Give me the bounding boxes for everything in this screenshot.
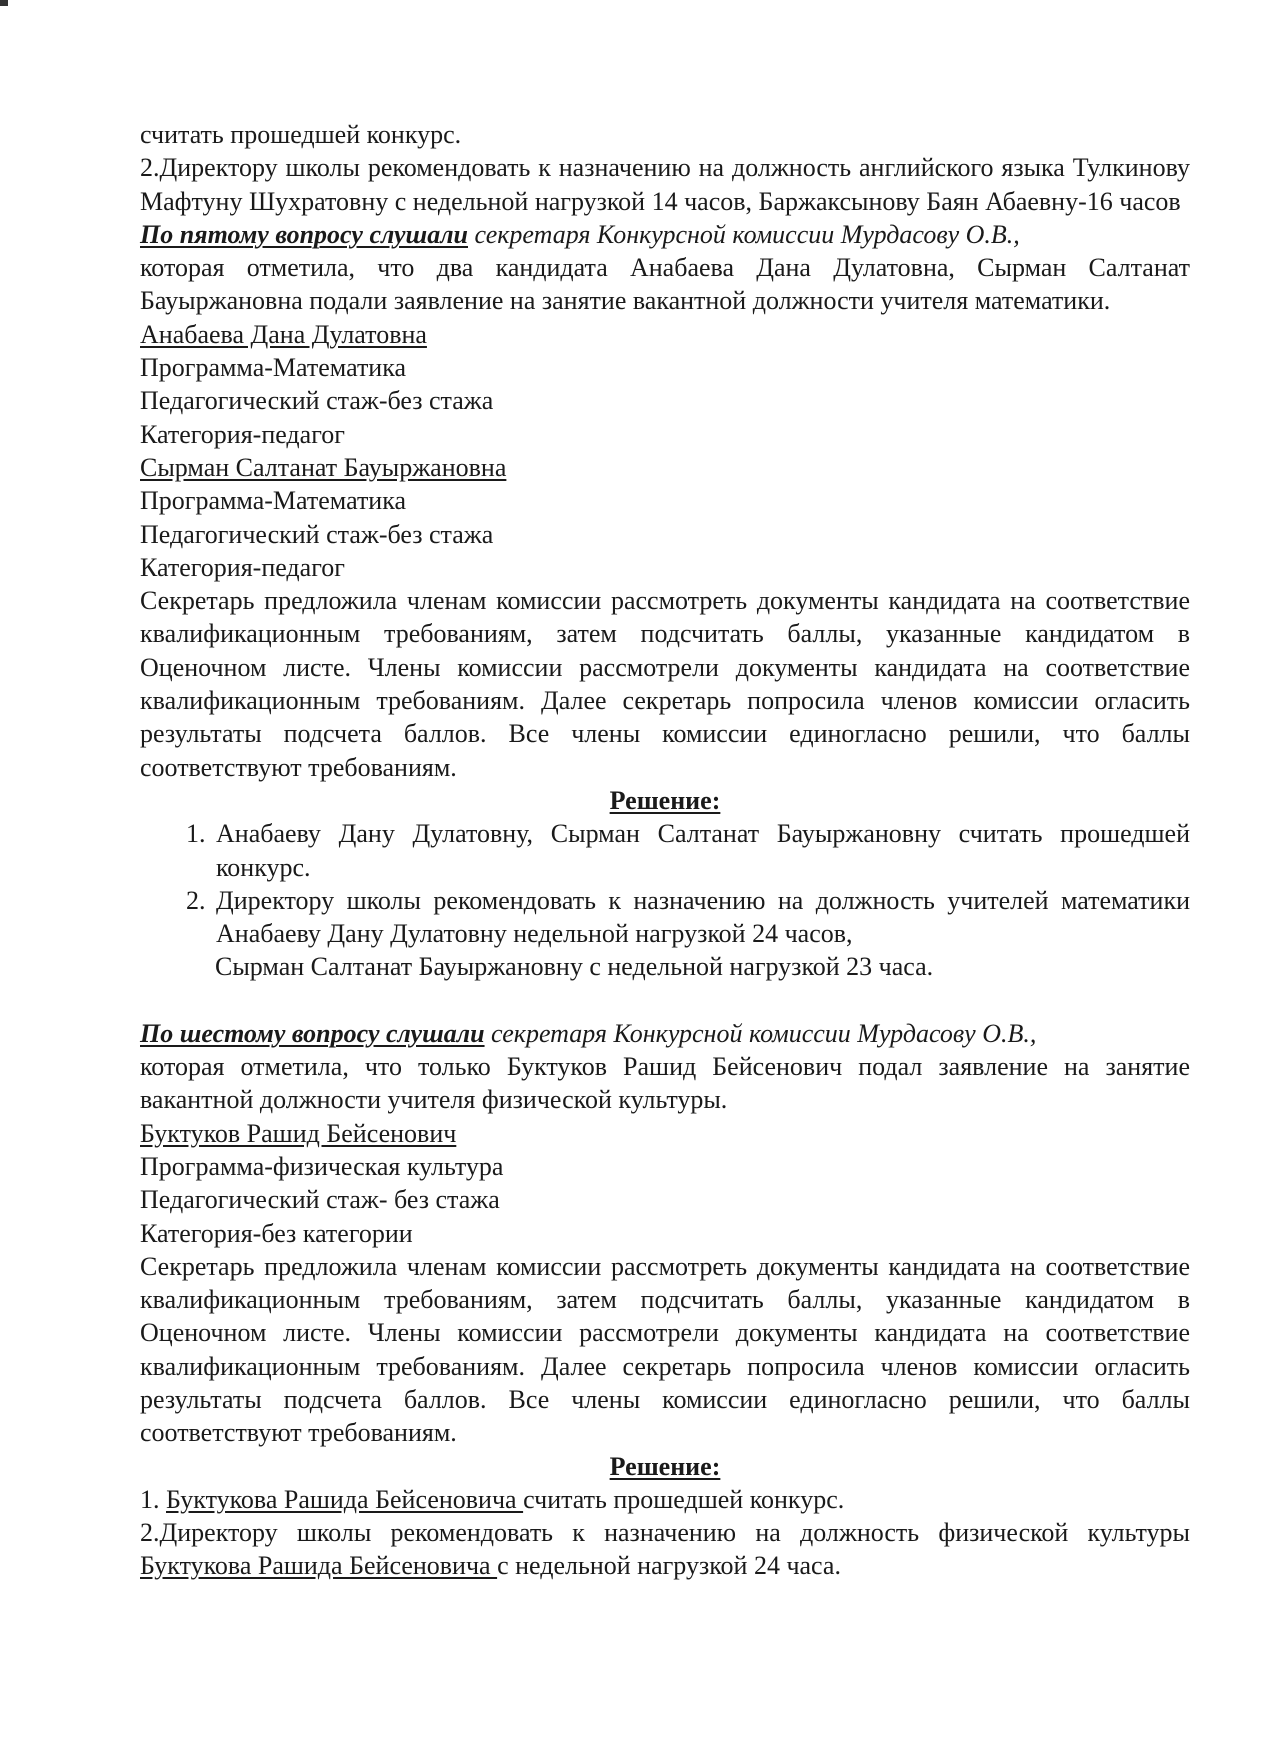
candidate-experience: Педагогический стаж- без стажа <box>140 1185 500 1215</box>
q6-decision-1: 1. Буктукова Рашида Бейсеновича считать прошедшей конкурс. <box>140 1484 845 1514</box>
q5-text: которая отметила, что два кандидата Анабаева Дана Дулатовна, Сырман Салтанат Бауыржановна подали заявление на занятие вакантной должности учителя математики. <box>140 253 1190 316</box>
candidate-program: Программа-Математика <box>140 353 406 383</box>
candidate-program: Программа-физическая культура <box>140 1151 504 1181</box>
candidate-name: Буктуков Рашид Бейсенович <box>140 1118 457 1148</box>
q6-decision-2: 2.Директору школы рекомендовать к назначению на должность физической культуры Буктукова Рашида Бейсеновича с недельной нагрузкой 24 часа. <box>140 1518 1190 1581</box>
candidate-name: Анабаева Дана Дулатовна <box>140 319 427 349</box>
q5-heading <box>140 218 1190 251</box>
q5-decision-2: 2. Директору школы рекомендовать к назначению на должность учителей математики Анабаеву Дану Дулатовну недельной нагрузкой 24 часов, <box>212 884 1190 951</box>
candidate-category: Категория-педагог <box>140 552 345 582</box>
intro-line: считать прошедшей конкурс. <box>140 120 462 149</box>
q6-decision-title: Решение: <box>609 1451 721 1481</box>
candidate-category: Категория-педагог <box>140 419 345 449</box>
document-page <box>140 118 1190 1583</box>
candidate-program: Программа-Математика <box>140 486 406 516</box>
scan-corner-mark <box>0 0 8 6</box>
q5-review: Секретарь предложила членам комиссии рассмотреть документы кандидата на соответствие квалификационным требованиям, затем подсчитать баллы, указанные кандидатом в Оценочном листе. Члены комиссии рассмотрели документы кандидата на соответствие квалификационным требованиям. Далее секретарь попросила членов комиссии огласить результаты подсчета баллов. Все члены комиссии единогласно решили, что баллы соответствуют требованиям. <box>140 586 1190 782</box>
q6-heading <box>140 1017 1190 1050</box>
candidate-category: Категория-без категории <box>140 1218 413 1248</box>
q5-lead-rest: секретаря Конкурсной комиссии Мурдасову О.В., <box>468 219 1020 249</box>
q6-review: Секретарь предложила членам комиссии рассмотреть документы кандидата на соответствие квалификационным требованиям, затем подсчитать баллы, указанные кандидатом в Оценочном листе. Члены комиссии рассмотрели документы кандидата на соответствие квалификационным требованиям. Далее секретарь попросила членов комиссии огласить результаты подсчета баллов. Все члены комиссии единогласно решили, что баллы соответствуют требованиям. <box>140 1251 1190 1448</box>
candidate-name-ref: Буктукова Рашида Бейсеновича <box>166 1484 524 1514</box>
candidate-experience: Педагогический стаж-без стажа <box>140 519 494 549</box>
q5-lead: По пятому вопросу слушали <box>140 219 468 249</box>
candidate-name-ref: Буктукова Рашида Бейсеновича <box>140 1551 498 1581</box>
q6-text: которая отметила, что только Буктуков Рашид Бейсенович подал заявление на занятие вакантной должности учителя физической культуры. <box>140 1052 1190 1115</box>
q5-decision-1: 1. Анабаеву Дану Дулатовну, Сырман Салтанат Бауыржановну считать прошедшей конкурс. <box>212 817 1190 884</box>
candidate-experience: Педагогический стаж-без стажа <box>140 386 494 416</box>
q5-decision-2-cont: Сырман Салтанат Бауыржановну с недельной нагрузкой 23 часа. <box>215 952 934 982</box>
intro-item-2: 2.Директору школы рекомендовать к назначению на должность английского языка Тулкинову Мафтуну Шухратовну с недельной нагрузкой 14 часов, Баржаксынову Баян Абаевну-16 часов <box>140 153 1190 216</box>
spacer <box>140 984 1190 1017</box>
q5-decision-title: Решение: <box>609 785 721 815</box>
q6-lead: По шестому вопросу слушали <box>140 1018 485 1048</box>
candidate-name: Сырман Салтанат Бауыржановна <box>140 452 507 482</box>
q5-decision-list <box>140 817 1190 950</box>
q6-lead-rest: секретаря Конкурсной комиссии Мурдасову О.В., <box>484 1018 1037 1048</box>
